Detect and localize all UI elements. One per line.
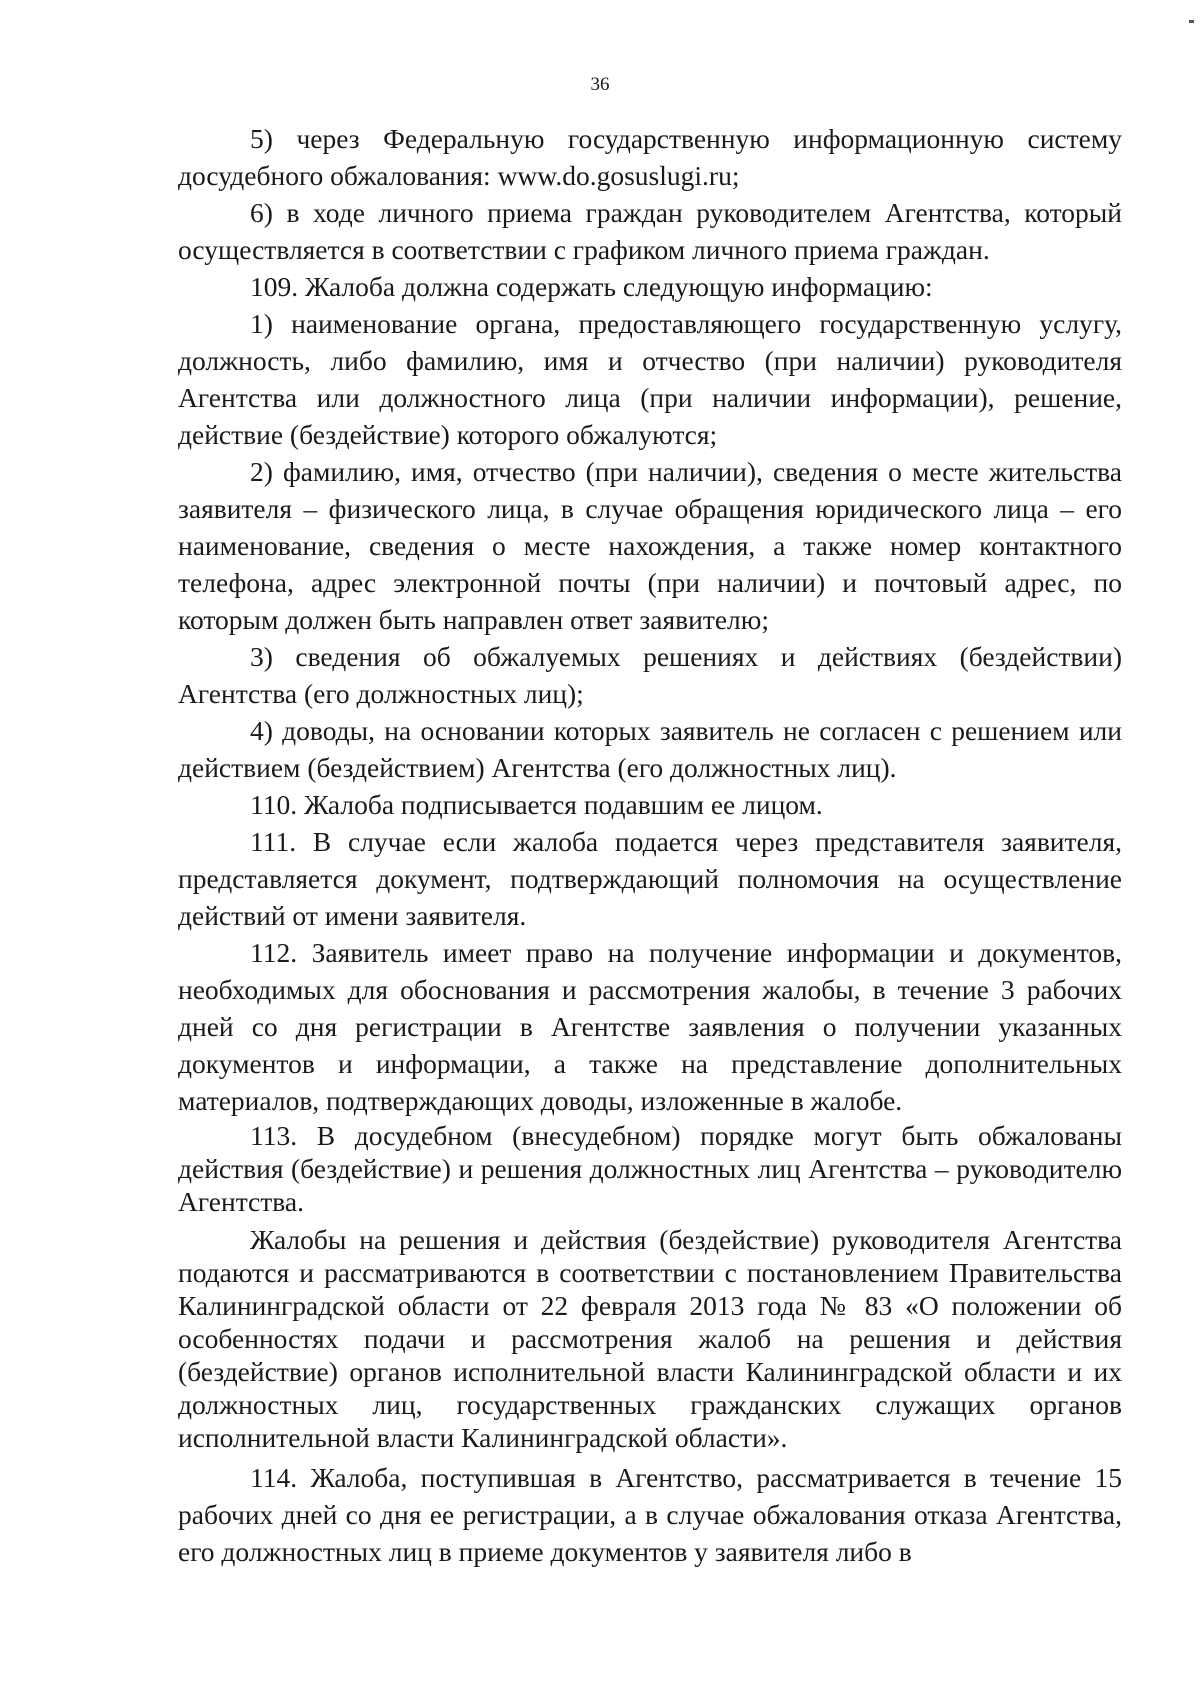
paragraph-item-6: 6) в ходе личного приема граждан руководителем Агентства, который осуществляется в соответствии с графиком личного приема граждан.	[178, 197, 1122, 265]
paragraph-109-item-1: 1) наименование органа, предоставляющего государственную услугу, должность, либо фамилию, имя и отчество (при наличии) руководителя Агентства или должностного лица (при наличии информации), решение, действие (бездействие) которого обжалуются;	[178, 308, 1122, 450]
paragraph-109-item-4: 4) доводы, на основании которых заявитель не согласен с решением или действием (бездействием) Агентства (его должностных лиц).	[178, 715, 1122, 783]
paragraph-item-5: 5) через Федеральную государственную информационную систему досудебного обжалования: www.do.gosuslugi.ru;	[178, 123, 1122, 191]
paragraph-109-item-3: 3) сведения об обжалуемых решениях и действиях (бездействии) Агентства (его должностных лиц);	[178, 641, 1122, 709]
paragraph-complaints-head: Жалобы на решения и действия (бездействие) руководителя Агентства подаются и рассматриваются в соответствии с постановлением Правительства Калининградской области от 22 февраля 2013 года № 83 «О положении об особенностях подачи и рассмотрения жалоб на решения и действия (бездействие) органов исполнительной власти Калининградской области и их должностных лиц, государственных гражданских служащих органов исполнительной власти Калининградской области».	[178, 1224, 1122, 1453]
document-body	[178, 120, 1122, 1570]
paragraph-109-item-2: 2) фамилию, имя, отчество (при наличии), сведения о месте жительства заявителя – физического лица, в случае обращения юридического лица – его наименование, сведения о месте нахождения, а также номер контактного телефона, адрес электронной почты (при наличии) и почтовый адрес, по которым должен быть направлен ответ заявителю;	[178, 456, 1122, 635]
scan-mark	[1189, 20, 1194, 23]
paragraph-112: 112. Заявитель имеет право на получение информации и документов, необходимых для обоснования и рассмотрения жалобы, в течение 3 рабочих дней со дня регистрации в Агентстве заявления о получении указанных документов и информации, а также на представление дополнительных материалов, подтверждающих доводы, изложенные в жалобе.	[178, 937, 1122, 1116]
paragraph-110: 110. Жалоба подписывается подавшим ее лицом.	[250, 789, 823, 820]
paragraph-113: 113. В досудебном (внесудебном) порядке могут быть обжалованы действия (бездействие) и решения должностных лиц Агентства – руководителю Агентства.	[178, 1120, 1122, 1217]
paragraph-109: 109. Жалоба должна содержать следующую информацию:	[250, 271, 933, 302]
paragraph-111: 111. В случае если жалоба подается через представителя заявителя, представляется документ, подтверждающий полномочия на осуществление действий от имени заявителя.	[178, 826, 1122, 931]
page-number: 36	[590, 74, 610, 95]
paragraph-114: 114. Жалоба, поступившая в Агентство, рассматривается в течение 15 рабочих дней со дня ее регистрации, а в случае обжалования отказа Агентства, его должностных лиц в приеме документов у заявителя либо в	[178, 1462, 1122, 1567]
